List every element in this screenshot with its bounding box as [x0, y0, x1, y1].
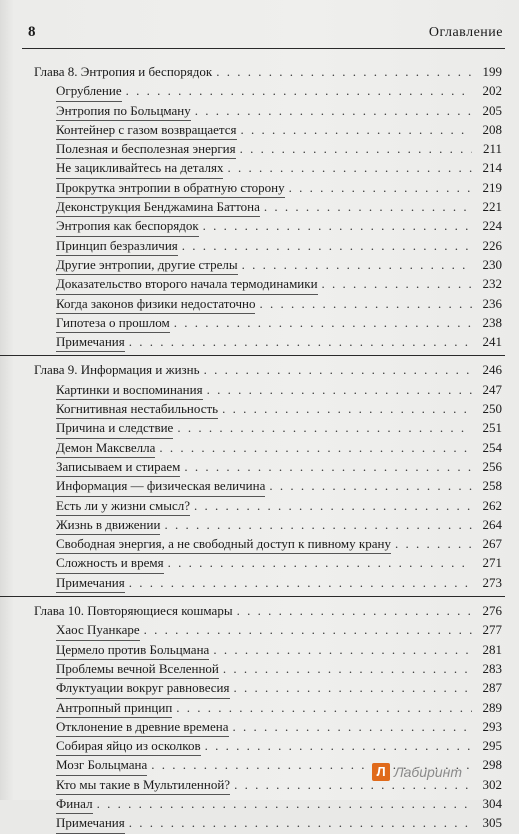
entry-page: 298	[482, 757, 502, 773]
dot-leader	[213, 640, 472, 659]
dot-leader	[204, 360, 472, 379]
dot-leader	[289, 178, 472, 197]
entry-page: 281	[482, 641, 502, 657]
chapter-page: 246	[482, 362, 502, 378]
toc-entry[interactable]	[22, 418, 505, 437]
entry-title: Контейнер с газом возвращается	[56, 120, 237, 140]
entry-title: Отклонение в древние времена	[56, 717, 229, 737]
entry-page: 287	[482, 680, 502, 696]
dot-leader	[207, 380, 472, 399]
toc-entry[interactable]	[22, 101, 505, 120]
entry-title: Картинки и воспоминания	[56, 380, 203, 400]
dot-leader	[203, 216, 472, 235]
toc-entry[interactable]	[22, 139, 505, 158]
dot-leader	[242, 255, 472, 274]
entry-page: 256	[482, 458, 502, 474]
entry-page: 221	[482, 199, 502, 215]
entry-page: 289	[482, 699, 502, 715]
toc-entry[interactable]	[22, 438, 505, 457]
entry-page: 251	[482, 420, 502, 436]
entry-page: 208	[482, 121, 502, 137]
toc-entry[interactable]	[22, 178, 505, 197]
entry-page: 267	[482, 536, 502, 552]
entry-title: Цермело против Больцмана	[56, 640, 209, 660]
entry-page: 283	[482, 660, 502, 676]
toc-entry[interactable]	[22, 534, 505, 553]
entry-page: 202	[482, 83, 502, 99]
dot-leader	[129, 332, 472, 351]
entry-title: Когнитивная нестабильность	[56, 399, 218, 419]
entry-title: Кто мы такие в Мультиленной?	[56, 775, 230, 795]
entry-page: 293	[482, 718, 502, 734]
toc-entry[interactable]	[22, 313, 505, 332]
dot-leader	[241, 120, 472, 139]
entry-page: 232	[482, 276, 502, 292]
dot-leader	[240, 139, 472, 158]
entry-title: Мозг Больцмана	[56, 755, 147, 775]
dot-leader	[227, 158, 472, 177]
chapter-title: Глава 8. Энтропия и беспорядок	[34, 64, 213, 79]
toc-entry[interactable]	[22, 197, 505, 216]
page-header	[22, 24, 503, 48]
labirint-logo-icon: Л	[372, 763, 390, 781]
chapter-divider	[0, 596, 505, 598]
entry-title: Свободная энергия, а не свободный доступ к пивному крану	[56, 534, 391, 554]
toc-entry[interactable]	[22, 659, 505, 678]
entry-title: Информация — физическая величина	[56, 476, 265, 496]
watermark-text: Лабиринт	[394, 764, 462, 780]
entry-page: 277	[482, 622, 502, 638]
toc-entry[interactable]	[22, 255, 505, 274]
entry-page: 254	[482, 439, 502, 455]
dot-leader	[194, 496, 472, 515]
page-number: 8	[28, 24, 36, 40]
section-list	[22, 81, 505, 351]
chapter-page: 276	[482, 603, 502, 619]
dot-leader	[237, 601, 472, 620]
entry-title: Проблемы вечной Вселенной	[56, 659, 219, 679]
entry-page: 247	[482, 381, 502, 397]
dot-leader	[168, 553, 472, 572]
dot-leader	[184, 457, 472, 476]
dot-leader	[97, 794, 472, 813]
entry-title: Записываем и стираем	[56, 457, 180, 477]
dot-leader	[259, 294, 472, 313]
toc-entry[interactable]	[22, 216, 505, 235]
entry-title: Антропный принцип	[56, 698, 172, 718]
dot-leader	[159, 438, 472, 457]
entry-title: Причина и следствие	[56, 418, 173, 438]
entry-page: 271	[482, 555, 502, 571]
toc-entry[interactable]	[22, 794, 505, 813]
entry-title: Гипотеза о прошлом	[56, 313, 170, 333]
toc-entry[interactable]	[22, 698, 505, 717]
dot-leader	[322, 274, 472, 293]
toc-entry[interactable]	[22, 332, 505, 351]
entry-page: 262	[482, 497, 502, 513]
entry-page: 241	[482, 334, 502, 350]
chapter-heading[interactable]	[22, 62, 505, 81]
entry-title: Есть ли у жизни смысл?	[56, 496, 190, 516]
entry-page: 226	[482, 237, 502, 253]
entry-title: Огрубление	[56, 81, 122, 101]
entry-page: 238	[482, 314, 502, 330]
dot-leader	[129, 813, 472, 832]
running-title: Оглавление	[428, 25, 503, 40]
toc-entry[interactable]	[22, 813, 505, 832]
entry-page: 305	[482, 815, 502, 831]
section-list	[22, 380, 505, 592]
header-rule	[22, 48, 505, 49]
toc-entry[interactable]	[22, 736, 505, 755]
entry-title: Демон Максвелла	[56, 438, 155, 458]
dot-leader	[223, 659, 472, 678]
entry-title: Полезная и бесполезная энергия	[56, 139, 236, 159]
dot-leader	[177, 418, 472, 437]
entry-title: Примечания	[56, 573, 125, 593]
toc-entry[interactable]	[22, 573, 505, 592]
toc-entry[interactable]	[22, 457, 505, 476]
entry-title: Собирая яйцо из осколков	[56, 736, 201, 756]
toc-entry[interactable]	[22, 515, 505, 534]
toc-entry[interactable]	[22, 717, 505, 736]
entry-title: Жизнь в движении	[56, 515, 160, 535]
entry-page: 250	[482, 401, 502, 417]
chapter-8	[22, 62, 505, 351]
dot-leader	[222, 399, 472, 418]
toc-entry[interactable]	[22, 236, 505, 255]
dot-leader	[182, 236, 472, 255]
toc-entry[interactable]	[22, 640, 505, 659]
entry-page: 214	[482, 160, 502, 176]
entry-page: 205	[482, 102, 502, 118]
chapter-page: 199	[482, 64, 502, 79]
section-list	[22, 620, 505, 832]
entry-page: 304	[482, 795, 502, 811]
dot-leader	[216, 62, 472, 81]
dot-leader	[269, 476, 472, 495]
dot-leader	[129, 573, 472, 592]
entry-page: 230	[482, 256, 502, 272]
entry-title: Сложность и время	[56, 553, 164, 573]
entry-title: Флуктуации вокруг равновесия	[56, 678, 230, 698]
dot-leader	[126, 81, 472, 100]
entry-title: Не зацикливайтесь на деталях	[56, 158, 223, 178]
dot-leader	[174, 313, 472, 332]
dot-leader	[176, 698, 472, 717]
toc-entry[interactable]	[22, 678, 505, 697]
entry-title: Принцип безразличия	[56, 236, 178, 256]
dot-leader	[195, 101, 472, 120]
chapter-title: Глава 10. Повторяющиеся кошмары	[34, 603, 233, 619]
toc-entry[interactable]	[22, 553, 505, 572]
entry-title: Энтропия как беспорядок	[56, 216, 199, 236]
entry-page: 302	[482, 776, 502, 792]
entry-page: 236	[482, 295, 502, 311]
toc-entry[interactable]	[22, 158, 505, 177]
toc-entry[interactable]	[22, 120, 505, 139]
chapter-10	[22, 601, 505, 833]
entry-title: Энтропия по Больцману	[56, 101, 191, 121]
chapter-9	[22, 360, 505, 592]
dot-leader	[395, 534, 472, 553]
dot-leader	[233, 717, 472, 736]
entry-page: 211	[482, 141, 502, 157]
entry-page: 224	[482, 218, 502, 234]
entry-title: Примечания	[56, 813, 125, 833]
entry-page: 264	[482, 516, 502, 532]
toc-entry[interactable]	[22, 496, 505, 515]
dot-leader	[234, 678, 473, 697]
dot-leader	[164, 515, 472, 534]
entry-page: 295	[482, 738, 502, 754]
chapter-title: Глава 9. Информация и жизнь	[34, 362, 200, 378]
chapter-divider	[0, 355, 505, 357]
entry-title: Деконструкция Бенджамина Баттона	[56, 197, 260, 217]
table-of-contents	[22, 62, 505, 833]
chapter-heading[interactable]	[22, 360, 505, 379]
entry-title: Когда законов физики недостаточно	[56, 294, 255, 314]
entry-title: Прокрутка энтропии в обратную сторону	[56, 178, 285, 198]
chapter-heading[interactable]	[22, 601, 505, 620]
entry-title: Доказательство второго начала термодинамики	[56, 274, 318, 294]
entry-page: 219	[482, 179, 502, 195]
toc-entry[interactable]	[22, 81, 505, 100]
entry-title: Хаос Пуанкаре	[56, 620, 140, 640]
entry-title: Финал	[56, 794, 93, 814]
dot-leader	[264, 197, 472, 216]
toc-entry[interactable]	[22, 294, 505, 313]
toc-entry[interactable]	[22, 380, 505, 399]
entry-page: 258	[482, 478, 502, 494]
entry-title: Другие энтропии, другие стрелы	[56, 255, 238, 275]
toc-entry[interactable]	[22, 476, 505, 495]
toc-entry[interactable]	[22, 274, 505, 293]
entry-page: 273	[482, 574, 502, 590]
dot-leader	[144, 620, 472, 639]
entry-title: Примечания	[56, 332, 125, 352]
toc-entry[interactable]	[22, 620, 505, 639]
toc-entry[interactable]	[22, 399, 505, 418]
dot-leader	[205, 736, 472, 755]
